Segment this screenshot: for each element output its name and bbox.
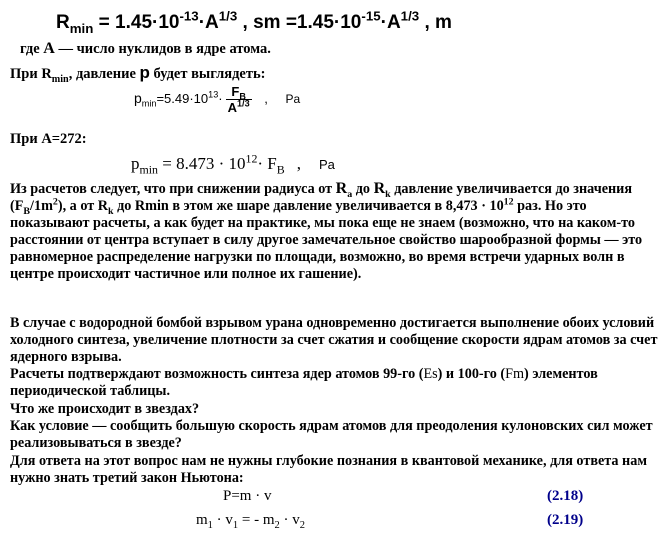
p3-fm: Fm (505, 366, 525, 382)
p1-text-7: раз. Но это показывают расчеты, а как будет на практике, мы пока еще не знаем (возможно, что на каком-то расстоянии от центра вступает в силу другое замечательное свойство шарообразной формы — это равномерное распределение нагрузки по площади, возможно, во время встречи ударных волн в центре происходит частичное или полное их гашение). (10, 198, 643, 283)
pmin-subscript: min (141, 98, 157, 109)
p3-text-1: Расчеты подтверждают возможность синтеза ядер атомов 99-го ( (10, 366, 424, 382)
rmin-symbol: R (56, 12, 70, 33)
p1-text-4-sup: 2 (52, 196, 58, 208)
equation-2-18: P=m · v (223, 488, 272, 504)
pmin2-exponent: 12 (245, 151, 258, 166)
where-a-line (20, 40, 271, 58)
eq219-v1-sub: 1 (232, 520, 239, 531)
p1-text-1: Из расчетов следует, что при снижении радиуса от (10, 181, 336, 197)
rmin-a-sm: A (205, 12, 219, 33)
pmin2-coefficient: = 8.473 · 10 (158, 154, 246, 173)
rmin-a-power-sm: 1/3 (218, 8, 238, 24)
pressure-intro-tail: будет выглядеть: (149, 66, 266, 82)
equation-number-2-18: (2.18) (547, 488, 584, 504)
p1-exponent: 12 (503, 196, 514, 208)
p1-ra: R (335, 180, 348, 197)
p1-text-3: давление увеличивается до значения ( (10, 181, 633, 215)
question-stars: Что же происходит в звездах? (10, 401, 200, 417)
rmin-unit-m: , m (419, 12, 452, 33)
paragraph-pressure-results (10, 180, 660, 284)
eq219-v2-sub: 2 (299, 520, 306, 531)
p3-es: Es (423, 366, 438, 382)
pmin-comma: , (264, 90, 268, 106)
pmin-symbol: p (134, 89, 142, 106)
p1-ra-sub: a (347, 188, 353, 200)
pmin-unit: Pa (285, 91, 301, 106)
p1-rk: R (373, 180, 386, 197)
pressure-intro-prefix: При R (10, 66, 52, 82)
where-a-symbol: A (43, 40, 55, 57)
p1-text-4: /1m (30, 198, 53, 215)
numerator-subscript: B (239, 91, 246, 102)
paragraph-synthesis (10, 366, 660, 400)
p3-text-2: ) и 100-го ( (437, 366, 506, 382)
pmin-dot: · (218, 90, 223, 106)
numerator-f: F (231, 84, 240, 99)
where-prefix: где (20, 41, 44, 57)
rmin-unit-sm: , sm (237, 12, 281, 33)
pmin2-force: · F (257, 154, 277, 173)
formula-pmin-numeric (131, 151, 335, 177)
eq219-v2: · v (279, 512, 300, 528)
pmin2-comma: , (296, 154, 301, 173)
eq219-m1: m (196, 512, 208, 528)
p1-text-6: до Rmin в этом же шаре давление увеличивается в 8,473 · 10 (113, 198, 504, 215)
rmin-a-power-m: 1/3 (400, 8, 420, 24)
rmin-dot-m: · (380, 12, 387, 33)
p1-fb: F (14, 198, 24, 215)
pressure-intro-p: p (139, 63, 150, 82)
denominator-a: A (227, 100, 237, 115)
pmin2-unit: Pa (318, 157, 335, 172)
pressure-intro (10, 63, 265, 83)
pmin-fraction (226, 84, 252, 115)
rmin-dot-sm: · (198, 12, 206, 33)
pmin2-symbol: p (131, 154, 140, 173)
pmin-coefficient: =5.49·10 (156, 90, 209, 106)
fraction-denominator (226, 100, 252, 115)
pmin-exponent: 13 (208, 89, 219, 100)
where-description: — число нуклидов в ядре атома. (54, 41, 271, 57)
rmin-exponent-m: -15 (361, 8, 381, 24)
p1-text-2: до (352, 181, 374, 197)
pressure-intro-subscript: min (51, 73, 69, 85)
formula-rmin (56, 8, 452, 36)
eq219-m1-sub: 1 (207, 520, 213, 531)
equation-2-19 (196, 512, 305, 529)
denominator-power: 1/3 (237, 98, 250, 109)
p1-fb-sub: B (23, 205, 31, 217)
rmin-coefficient-m: =1.45·10 (280, 12, 362, 33)
equation-number-2-19: (2.19) (547, 512, 584, 528)
paragraph-hydrogen-bomb: В случае с водородной бомбой взрывом урана одновременно достигается выполнение обоих условий холодного синтеза, увеличение плотности за счет сжатия и сообщение скорости ядрам атомов за счет ядерного взрыва. (10, 315, 658, 366)
pmin2-force-subscript: B (276, 162, 285, 177)
rmin-exponent-sm: -13 (179, 8, 199, 24)
paragraph-newton: Для ответа на этот вопрос нам не нужны глубокие познания в квантовой механике, для ответа нам нужно знать третий закон Ньютона: (10, 453, 647, 487)
rmin-a-m: A (386, 12, 401, 33)
pmin2-subscript: min (139, 162, 158, 177)
eq219-v1: · v (212, 512, 233, 528)
a272-label: При A=272: (10, 131, 87, 147)
eq219-m2-sub: 2 (274, 520, 280, 531)
paragraph-coulomb: Как условие — сообщить большую скорость ядрам атомов для преодоления кулоновских сил может реализовываться в звезде? (10, 418, 653, 452)
pressure-intro-middle: , давление (68, 66, 140, 82)
fraction-numerator (226, 84, 252, 100)
p1-rk2-sub: k (108, 205, 114, 217)
p3-text-3: ) элементов периодической таблицы. (10, 366, 598, 400)
p1-text-5: ), а от R (57, 198, 108, 215)
eq219-m2: = - m (238, 512, 275, 528)
rmin-subscript: min (69, 20, 94, 36)
p1-rk-sub: k (385, 188, 391, 200)
formula-pmin-fraction (134, 84, 300, 115)
rmin-coefficient-sm: = 1.45·10 (93, 12, 180, 33)
